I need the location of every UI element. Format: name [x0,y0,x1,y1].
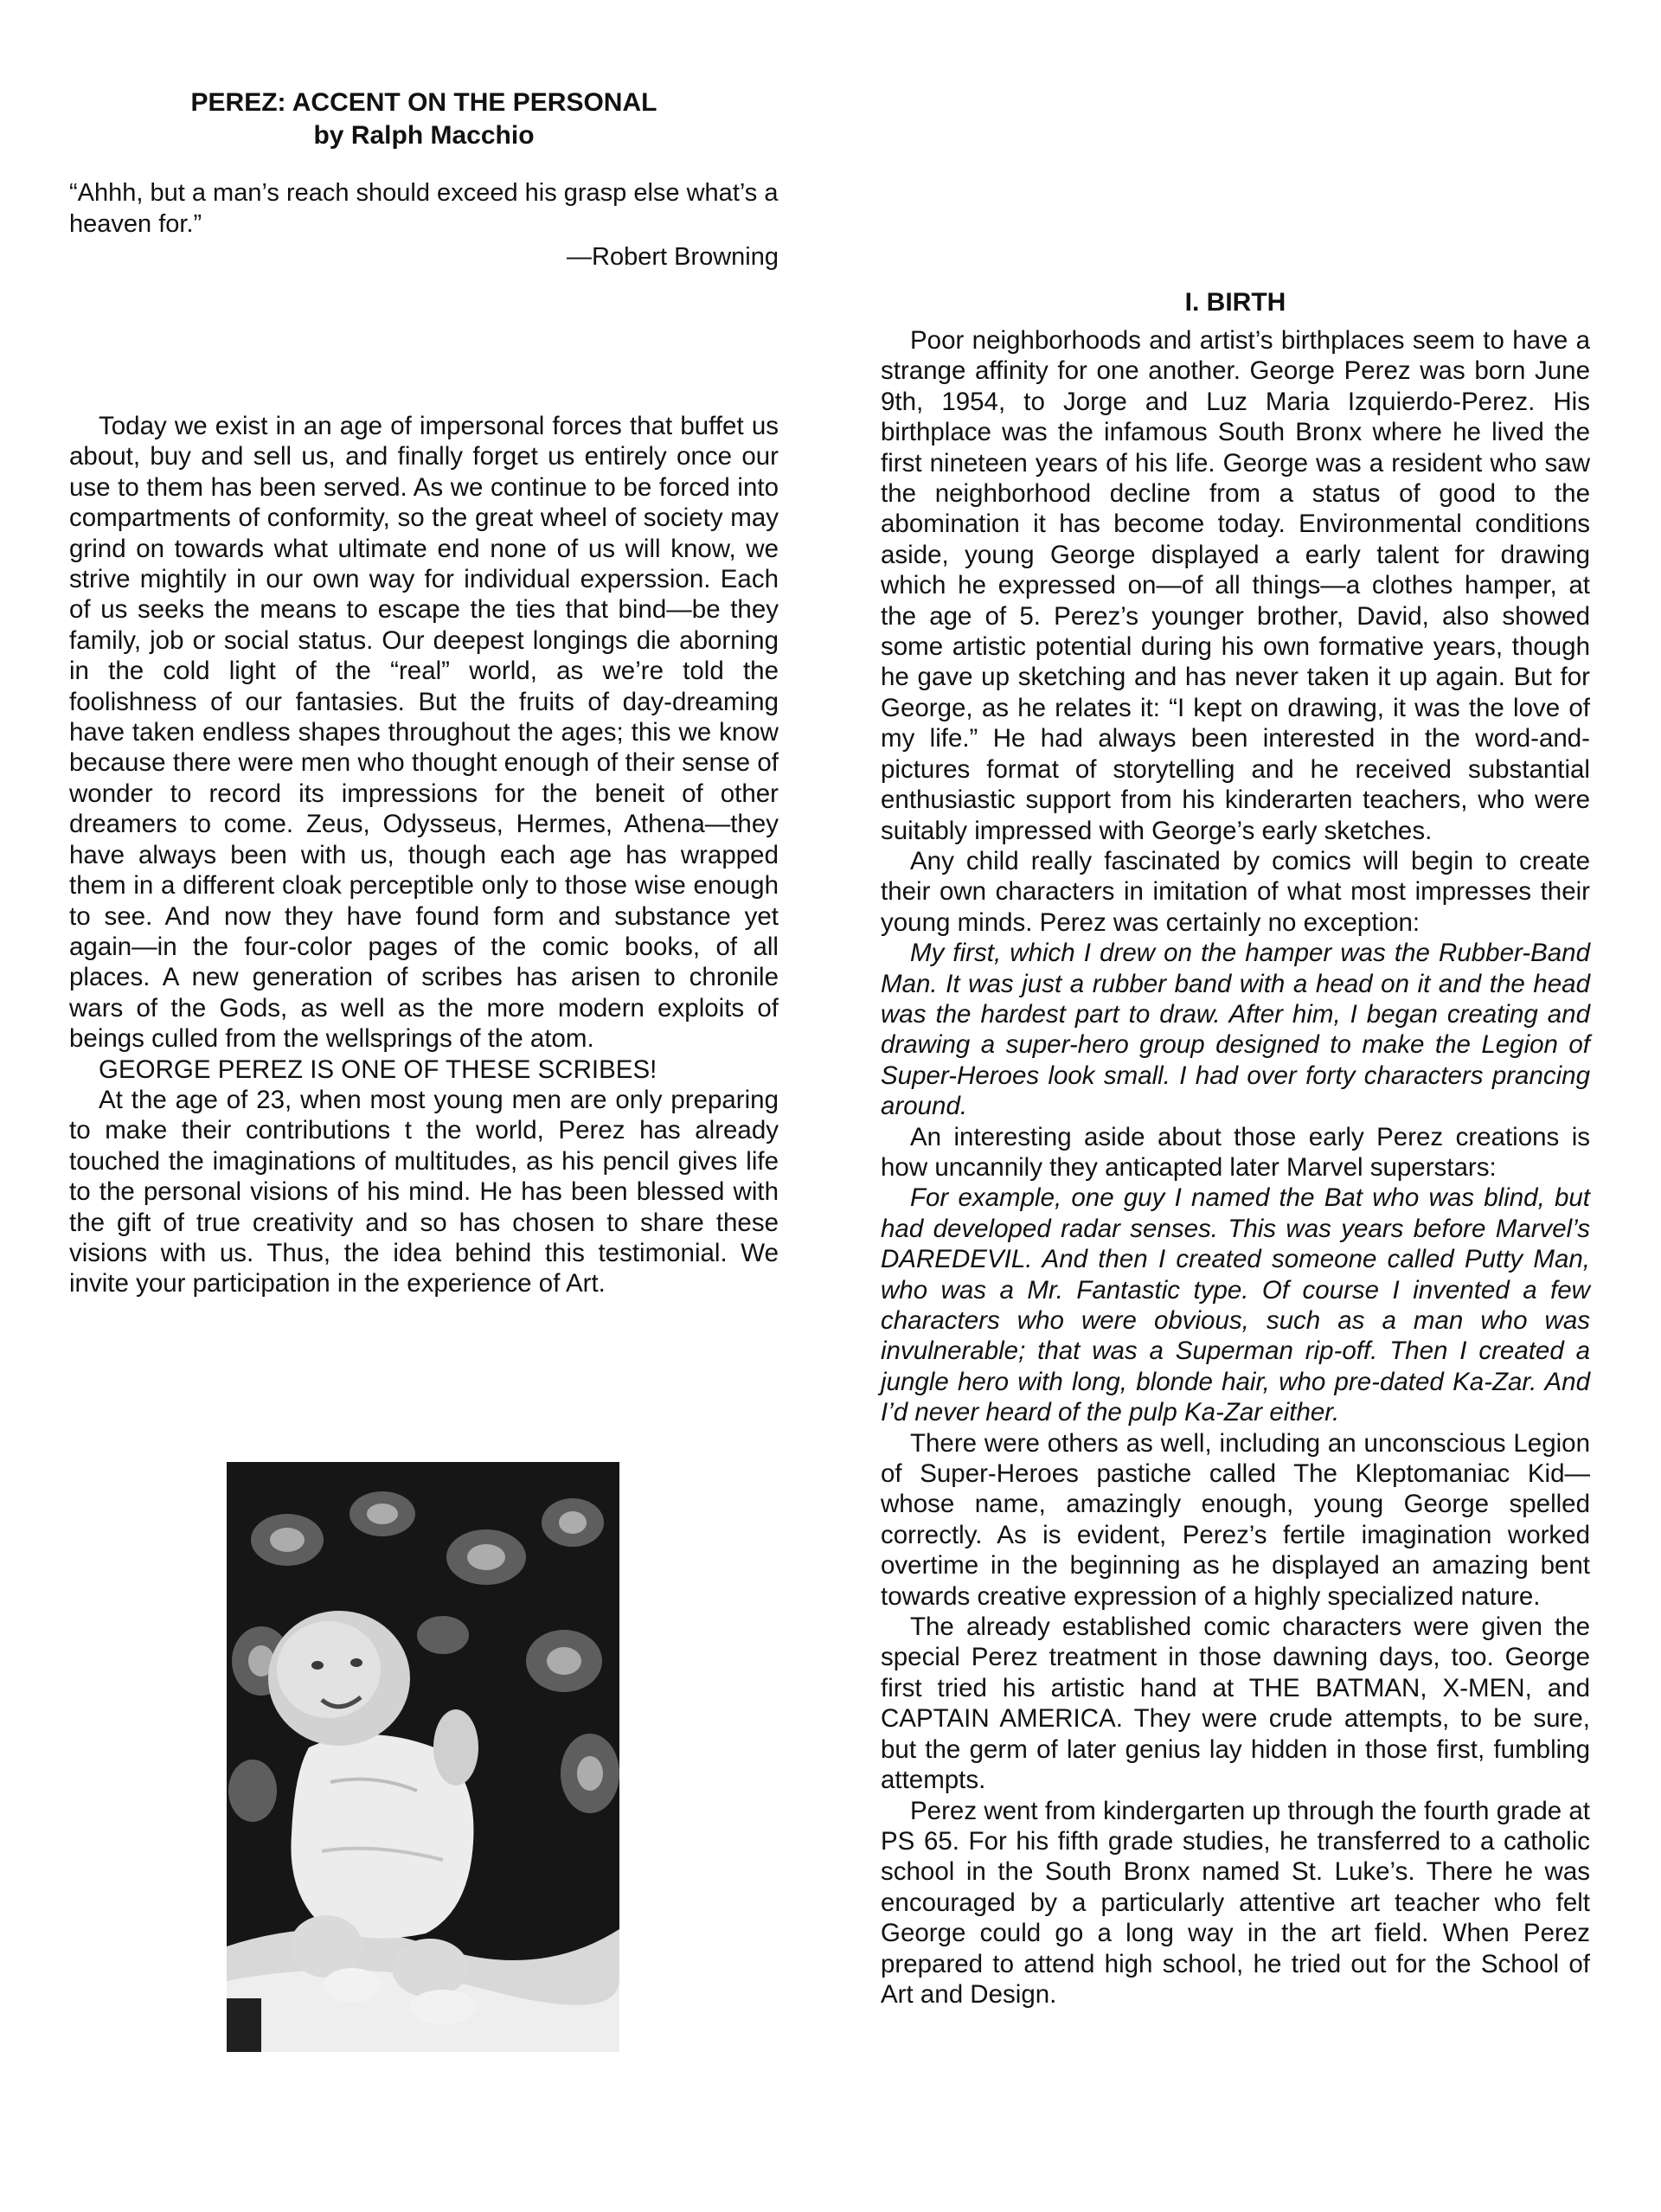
epigraph-attribution: —Robert Browning [567,243,779,271]
section-heading: I. BIRTH [1184,288,1286,317]
body-paragraph: At the age of 23, when most young men are only preparing to make their contributions t the world, Perez has already touched the imaginations of multitudes, as his pencil gives life to the personal visions of his mind. He has been blessed with the gift of true creativity and so has chosen to share these visions with us. Thus, the idea behind this testimonial. We invite your participation in the experience of Art. [69,1085,779,1298]
body-paragraph: Perez went from kindergarten up through the fourth grade at PS 65. For his fifth grade studies, he transferred to a catholic school in the South Bronx named St. Luke’s. There he was encouraged by a particularly attentive art teacher who felt George could go a long way in the art field. When Perez prepared to attend high school, he tried out for the School of Art and Design. [881,1796,1590,2009]
body-paragraph: An interesting aside about those early Perez creations is how uncannily they anticapted later Marvel superstars: [881,1122,1590,1182]
quote-paragraph: My first, which I drew on the hamper was the Rubber-Band Man. It was just a rubber band with a head on it and the head was the hardest part to draw. After him, I began creating and drawing a super-hero group designed to make the Legion of Super-Heroes look small. I had over forty characters prancing around. [881,939,1590,1121]
epigraph-quote: “Ahhh, but a man’s reach should exceed his grasp else what’s a heaven for.” [69,179,779,238]
body-paragraph: Today we exist in an age of impersonal forces that buffet us about, buy and sell us, and finally forget us entirely once our use to them has been served. As we continue to be forced into compartments of conformity, so the great wheel of society may grind on towards what ultimate end none of us will know, we strive mightily in our own way for individual experssion. Each of us seeks the means to escape the ties that bind—be they family, job or social status. Our deepest longings die aborning in the cold light of the “real” world, as we’re told the foolishness of our fantasies. But the fruits of day-dreaming have taken endless shapes throughout the ages; this we know because there were men who thought enough of their sense of wonder to record its impressions for the beneit of other dreamers to come. Zeus, Odysseus, Hermes, Athena—they have always been with us, though each age has wrapped them in a different cloak perceptible only to those wise enough to see. And now they have found form and substance yet again—in the four-color pages of the comic books, of all places. A new generation of scribes has arisen to chronile wars of the Gods, as well as the more modern exploits of beings culled from the wellsprings of the atom. [69,412,779,1054]
body-paragraph: The already established comic characters were given the special Perez treatment in those dawning days, too. George first tried his artistic hand at THE BATMAN, X-MEN, and CAPTAIN AMERICA. They were crude attempts, to be sure, but the germ of later genius lay hidden in those first, fumbling attempts. [881,1613,1590,1795]
body-paragraph: There were others as well, including an unconscious Legion of Super-Heroes pastiche called The Kleptomaniac Kid—whose name, amazingly enough, young George spelled correctly. As is evident, Perez’s fertile imagination worked overtime in the beginning as he displayed an amazing bent towards creative expression of a highly specialized nature. [881,1428,1590,1611]
left-column [69,411,779,1299]
body-paragraph: Poor neighborhoods and artist’s birthplaces seem to have a strange affinity for one another. George Perez was born June 9th, 1954, to Jorge and Luz Maria Izquierdo-Perez. His birthplace was the infamous South Bronx where he lived the first nineteen years of his life. George was a resident who saw the neighborhood decline from a status of good to the abomination it has become today. Environmental conditions aside, young George displayed a early talent for drawing which he expressed on—of all things—a clothes hamper, at the age of 5. Perez’s younger brother, David, also showed some artistic potential during his own formative years, though he gave up sketching and has never taken it up again. But for George, as he relates it: “I kept on drawing, it was the love of my life.” He had always been interested in the word-and-pictures format of storytelling and he received substantial enthusiastic support from his kinderarten teachers, who were suitably impressed with George’s early sketches. [881,326,1590,845]
body-paragraph: Any child really fascinated by comics will begin to create their own characters in imitation of what most impresses their young minds. Perez was certainly no exception: [881,846,1590,937]
article-byline: by Ralph Macchio [313,121,535,150]
epigraph [69,177,779,272]
article-title: PEREZ: ACCENT ON THE PERSONAL [190,88,657,117]
baby-photo [227,1462,619,2052]
baby-photo-illustration [227,1462,619,2052]
right-column [881,285,1590,2010]
body-paragraph: GEORGE PEREZ IS ONE OF THESE SCRIBES! [99,1055,657,1084]
article-header [69,87,779,152]
quote-paragraph: For example, one guy I named the Bat who was blind, but had developed radar senses. This was years before Marvel’s DAREDEVIL. And then I created someone called Putty Man, who was a Mr. Fantastic type. Of course I invented a few characters who were obvious, such as a man who was invulnerable; that was a Superman rip-off. Then I created a jungle hero with long, blonde hair, who pre-dated Ka-Zar. And I’d never heard of the pulp Ka-Zar either. [881,1183,1590,1427]
